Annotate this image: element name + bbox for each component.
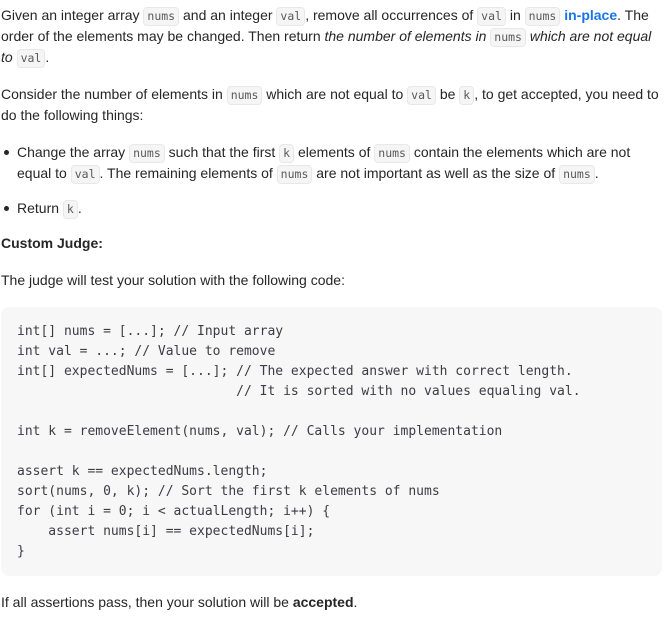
judge-intro-text: The judge will test your solution with the following code: <box>1 272 345 288</box>
inline-code: val <box>477 7 506 26</box>
inline-code: k <box>459 86 474 105</box>
accepted-text: accepted <box>292 594 354 610</box>
custom-judge-heading: Custom Judge: <box>1 235 103 251</box>
inline-code: val <box>17 49 46 68</box>
inline-code: nums <box>525 7 561 26</box>
requirements-list <box>1 142 662 219</box>
code-block: int[] nums = [...]; // Input array int val = ...; // Value to remove int[] expectedNums = [...]; // The expected answer with correct length. // It is sorted with no values equaling val. int k = removeElement(nums, val); // Calls your implementation assert k == expectedNums.length; sort(nums, 0, k); // Sort the first k elements of nums for (int i = 0; i < actualLength; i++) { assert nums[i] == expectedNums[i]; } <box>1 307 662 576</box>
inline-code: nums <box>490 28 526 47</box>
inline-code: val <box>407 86 436 105</box>
inline-code: nums <box>374 144 410 163</box>
inline-code: nums <box>129 144 165 163</box>
inline-code: k <box>63 200 78 219</box>
consider-paragraph: Consider the number of elements in nums which are not equal to val be k , to get accepted, you need to do the following things: <box>1 86 659 123</box>
inline-code: nums <box>227 86 263 105</box>
inline-code: val <box>71 165 100 184</box>
inline-code: nums <box>559 165 595 184</box>
list-item: Return k . <box>17 198 662 219</box>
inline-code: k <box>279 144 294 163</box>
list-item: Change the array nums such that the first k elements of nums contain the elements which are not equal to val . The remaining elements of nums are not important as well as the size of nums . <box>17 142 662 184</box>
closing-paragraph: If all assertions pass, then your solution will be accepted. <box>1 594 358 610</box>
inline-code: nums <box>277 165 313 184</box>
inline-code: nums <box>143 7 179 26</box>
inline-code: val <box>276 7 305 26</box>
in-place-link[interactable]: in-place <box>564 7 618 23</box>
intro-paragraph: Given an integer array nums and an integer val , remove all occurrences of val in nums in-place. The order of the elements may be changed. Then return the number of elements in nums which are not equal to val . <box>1 5 662 68</box>
